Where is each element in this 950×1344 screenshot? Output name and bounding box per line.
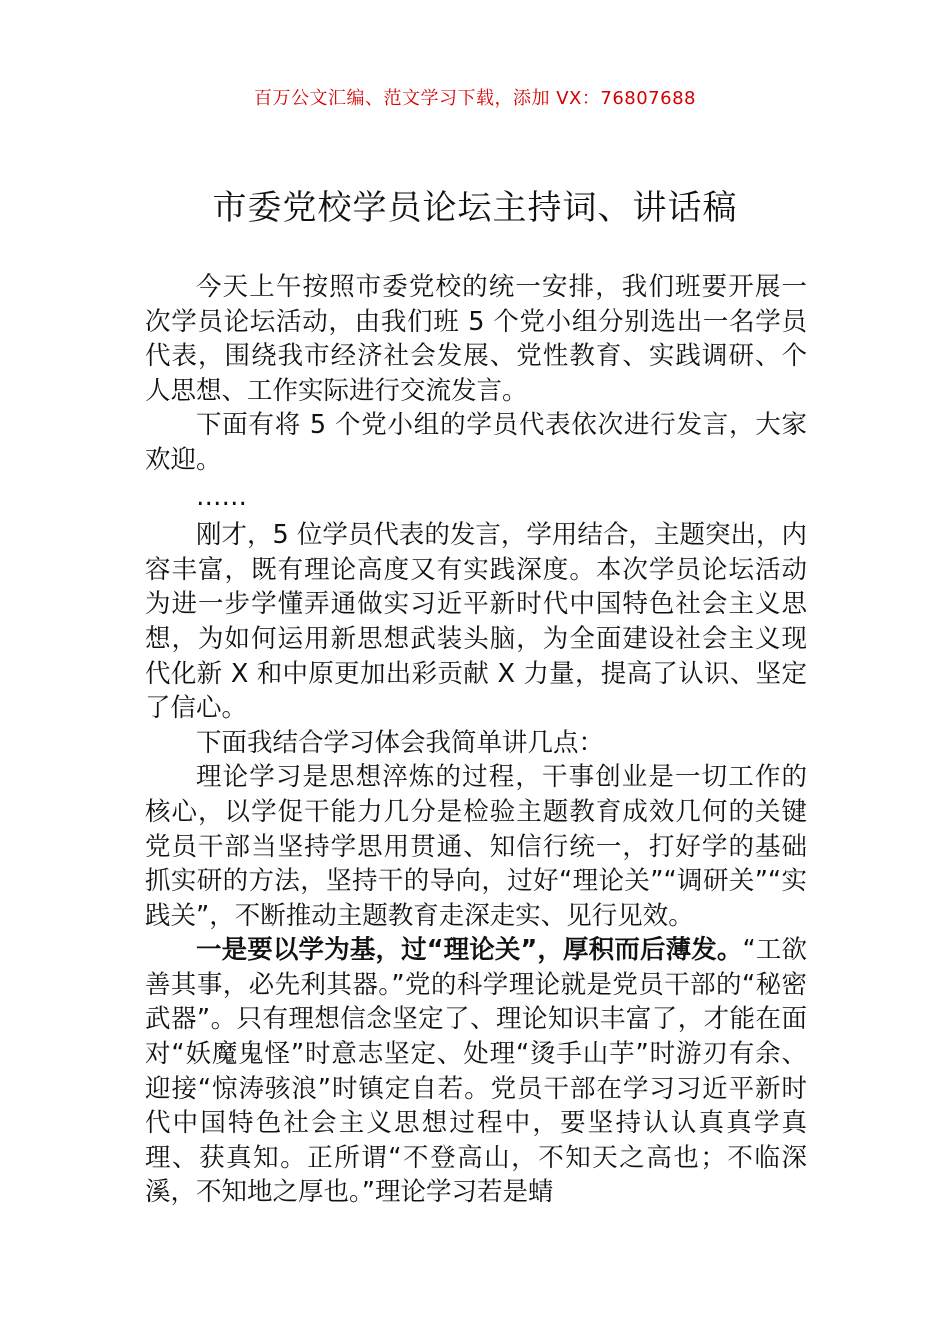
paragraph-transition: 下面我结合学习体会我简单讲几点： [196, 727, 605, 758]
document-body [145, 270, 807, 1210]
paragraph-overview: 理论学习是思想淬炼的过程，干事创业是一切工作的核心，以学促干能力几分是检验主题教育成效几何的关键党员干部当坚持学思用贯通、知信行统一，打好学的基础抓实研的方法，坚持干的导向，过好“理论关”“调研关”“实践关”，不断推动主题教育走深走实、见行见效。 [145, 762, 807, 931]
document-title: 市委党校学员论坛主持词、讲话稿 [212, 188, 738, 228]
header-note: 百万公文汇编、范文学习下载，添加 VX：76807688 [254, 88, 696, 109]
section-one-heading: 一是要以学为基，过“理论关”，厚积而后薄发。 [196, 935, 743, 966]
paragraph-welcome: 下面有将 5 个党小组的学员代表依次进行发言，大家欢迎。 [145, 410, 807, 475]
paragraph-summary: 刚才，5 位学员代表的发言，学用结合，主题突出，内容丰富，既有理论高度又有实践深度。本次学员论坛活动为进一步学懂弄通做实习近平新时代中国特色社会主义思想，为如何运用新思想武装头脑，为全面建设社会主义现代化新 X 和中原更加出彩贡献 X 力量，提高了认识、坚定了信心。 [145, 520, 807, 724]
paragraph-section-one [145, 933, 807, 1210]
section-one-text: “工欲善其事，必先利其器。”党的科学理论就是党员干部的“秘密武器”。只有理想信念坚定了、理论知识丰富了，才能在面对“妖魔鬼怪”时意志坚定、处理“烫手山芋”时游刃有余、迎接“惊涛骇浪”时镇定自若。党员干部在学习习近平新时代中国特色社会主义思想过程中，要坚持认认真真学真理、获真知。正所谓“不登高山，不知天之高也；不临深溪，不知地之厚也。”理论学习若是蜻 [145, 935, 807, 1208]
paragraph-ellipsis: …… [196, 481, 247, 512]
paragraph-intro: 今天上午按照市委党校的统一安排，我们班要开展一次学员论坛活动，由我们班 5 个党小组分别选出一名学员代表，围绕我市经济社会发展、党性教育、实践调研、个人思想、工作实际进行交流发言。 [145, 272, 807, 406]
